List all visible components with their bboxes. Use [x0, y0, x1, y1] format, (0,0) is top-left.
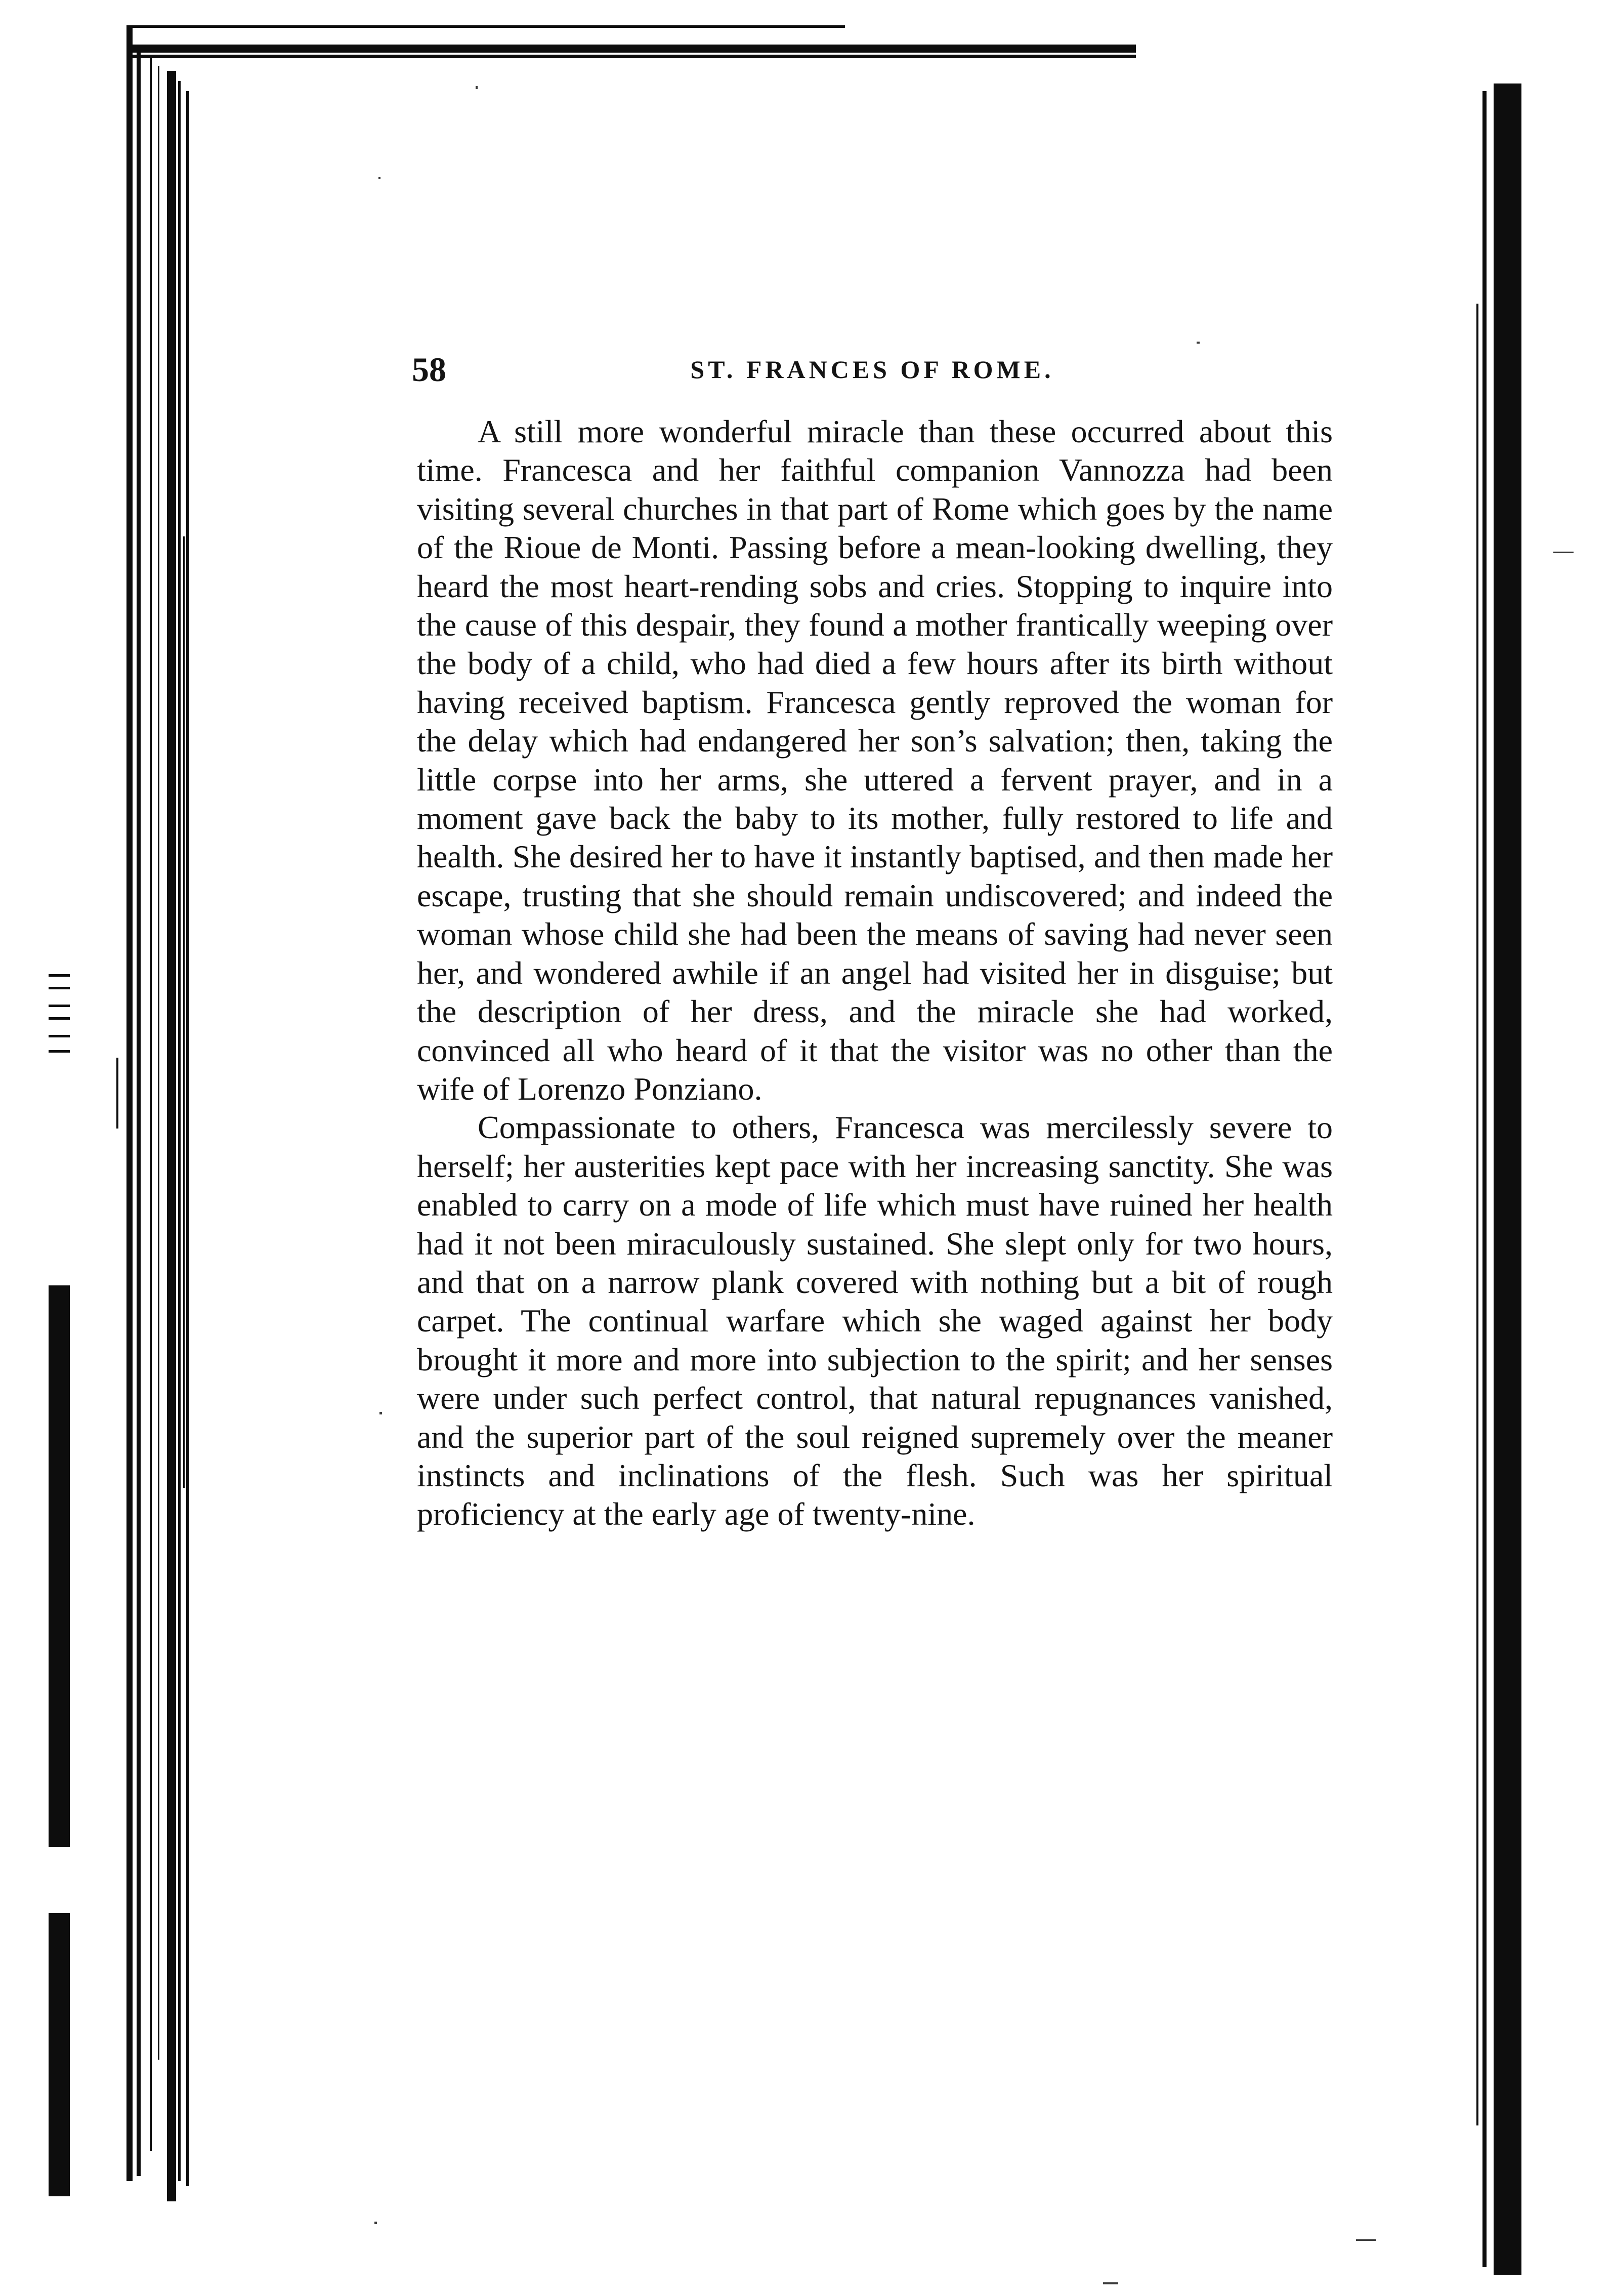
top-scan-edge	[126, 25, 1136, 58]
left-outer-marks	[49, 974, 118, 2196]
paragraph-miracle: A still more wonderful miracle than these occurred about this time. Francesca and her faithful companion Vannozza had been visiting several churches in that part of Rome which goes by the name of the Rioue de Monti. Passing before a mean-looking dwelling, they heard the most heart-rending sobs and cries. Stopping to inquire into the cause of this despair, they found a mother frantically weeping over the body of a child, who had died a few hours after its birth without having received baptism. Francesca gently reproved the woman for the delay which had endangered her son’s salvation; then, taking the little corpse into her arms, she uttered a fervent prayer, and in a moment gave back the baby to its mother, fully restored to life and health. She desired her to have it instantly baptised, and then made her escape, trusting that she should remain undiscovered; and indeed the woman whose child she had been the means of saving had never seen her, and wondered awhile if an angel had visited her in disguise; but the description of her dress, and the miracle she had worked, convinced all who heard of it that the visitor was no other than the wife of Lorenzo Ponziano.	[417, 413, 1333, 1107]
left-binding-edge	[126, 25, 189, 2201]
page-header	[412, 347, 1333, 392]
body-text	[417, 412, 1333, 1534]
right-scan-edge	[1476, 84, 1521, 2275]
page-number: 58	[412, 350, 446, 389]
running-head: ST. FRANCES OF ROME.	[690, 355, 1054, 384]
paragraph-austerities: Compassionate to others, Francesca was mercilessly severe to herself; her austerities kept pace with her increasing sanctity. She was enabled to carry on a mode of life which must have ruined her health had it not been miraculously sustained. She slept only for two hours, and that on a narrow plank covered with nothing but a bit of rough carpet. The continual warfare which she waged against her body brought it more and more into subjection to the spirit; and her senses were under such perfect control, that natural repugnances vanished, and the superior part of the soul reigned supremely over the meaner instincts and inclinations of the flesh. Such was her spiritual proficiency at the early age of twenty-nine.	[417, 1109, 1333, 1532]
